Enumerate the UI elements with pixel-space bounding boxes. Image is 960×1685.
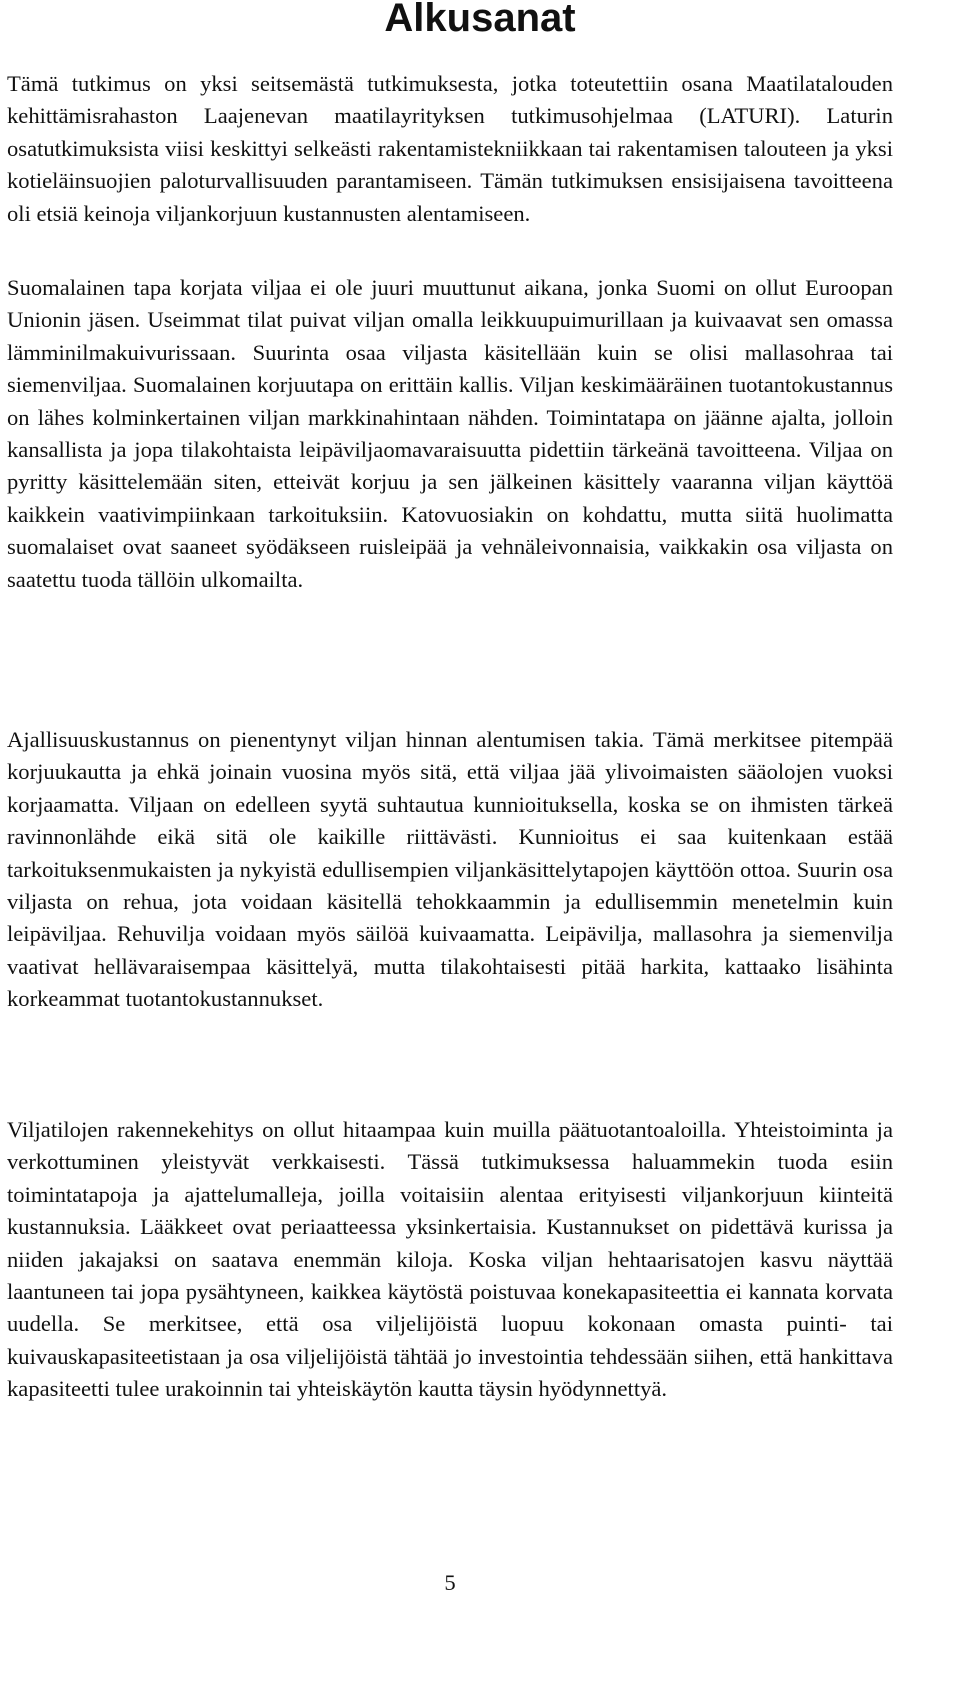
page-number: 5 (444, 1570, 456, 1595)
page-title: Alkusanat (384, 0, 576, 40)
paragraph-intro: Tämä tutkimus on yksi seitsemästä tutkimuksesta, jotka toteutettiin osana Maatilatalouden kehittämisrahaston Laajenevan maatilayrityksen tutkimusohjelmaa (LATURI). Laturin osatutkimuksista viisi keskittyi selkeästi rakentamistekniikkaan tai rakentamisen talouteen ja yksi kotieläinsuojien paloturvallisuuden parantamiseen. Tämän tutkimuksen ensisijaisena tavoitteena oli etsiä keinoja viljankorjuun kustannusten alentamiseen. (7, 71, 893, 226)
paragraph-structural-development: Viljatilojen rakennekehitys on ollut hitaampaa kuin muilla päätuotantoaloilla. Yhteistoiminta ja verkottuminen yleistyvät verkkaisesti. Tässä tutkimuksessa haluammekin tuoda esiin toimintatapoja ja ajattelumalleja, joilla voitaisiin alentaa erityisesti viljankorjuun kiinteitä kustannuksia. Lääkkeet ovat periaatteessa yksinkertaisia. Kustannukset on pidettävä kurissa ja niiden jakajaksi on saatava enemmän kiloja. Koska viljan hehtaarisatojen kasvu näyttää laantuneen tai jopa pysähtyneen, kaikkea käytöstä poistuvaa konekapasiteettia ei kannata korvata uudella. Se merkitsee, että osa viljelijöistä luopuu kokonaan omasta puinti- tai kuivauskapasiteetistaan ja osa viljelijöistä tähtää jo investointia tehdessään siihen, että hankittava kapasiteetti tulee urakoinnin tai yhteiskäytön kautta täysin hyödynnettyä. (7, 1117, 893, 1402)
paragraph-harvest-practice: Suomalainen tapa korjata viljaa ei ole juuri muuttunut aikana, jonka Suomi on ollut Euroopan Unionin jäsen. Useimmat tilat puivat viljan omalla leikkuupuimurillaan ja kuivaavat sen omassa lämminilmakuivurissaan. Suurinta osaa viljasta käsitellään kuin se olisi mallasohraa tai siemenviljaa. Suomalainen korjuutapa on erittäin kallis. Viljan keskimääräinen tuotantokustannus on lähes kolminkertainen viljan markkinahintaan nähden. Toimintatapa on jäänne ajalta, jolloin kansallista ja jopa tilakohtaista leipäviljaomavaraisuutta pidettiin tärkeänä tavoitteena. Viljaa on pyritty käsittelemään siten, etteivät korjuu ja sen jälkeinen käsittely vaaranna viljan käyttöä kaikkein vaativimpiinkaan tarkoituksiin. Katovuosiakin on kohdattu, mutta siitä huolimatta suomalaiset ovat saaneet syödäkseen ruisleipää ja vehnäleivonnaisia, vaikkakin osa viljasta on saatettu tuoda tällöin ulkomailta. (7, 275, 893, 592)
paragraph-timeliness-cost: Ajallisuuskustannus on pienentynyt viljan hinnan alentumisen takia. Tämä merkitsee pitempää korjuukautta ja ehkä joinain vuosina myös sitä, että viljaa jää ylivoimaisten sääolojen vuoksi korjaamatta. Viljaan on edelleen syytä suhtautua kunnioituksella, koska se on ihmisten tärkeä ravinnonlähde eikä sitä ole kaikille riittävästi. Kunnioitus ei saa kuitenkaan estää tarkoituksenmukaisten ja nykyistä edullisempien viljankäsittelytapojen käyttöön ottoa. Suurin osa viljasta on rehua, jota voidaan käsitellä tehokkaammin ja edullisemmin menetelmin kuin leipäviljaa. Rehuvilja voidaan myös säilöä kuivaamatta. Leipävilja, mallasohra ja siemenvilja vaativat hellävaraisempaa käsittelyä, mutta tilakohtaisesti pitää harkita, kattaako lisähinta korkeammat tuotantokustannukset. (7, 727, 893, 1012)
